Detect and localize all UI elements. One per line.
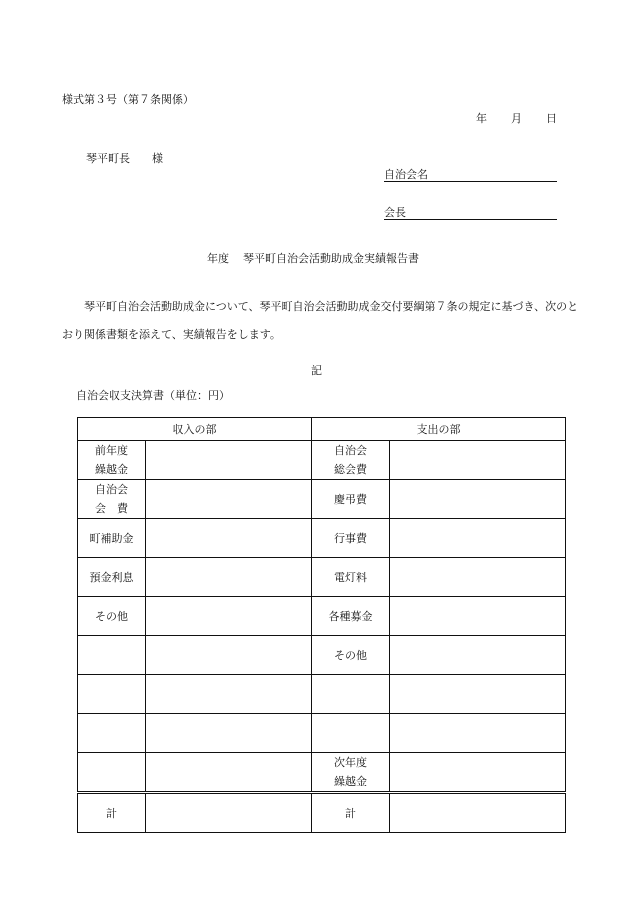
income-amount-cell[interactable] [146,753,312,793]
title-text: 琴平町自治会活動助成金実績報告書 [243,252,419,265]
date-month-label: 月 [511,112,522,125]
document-title [207,250,419,266]
income-header: 収入の部 [78,418,312,441]
expense-item-label [312,480,390,519]
expense-amount-cell[interactable] [390,597,566,636]
income-item-label [78,558,146,597]
settlement-table [77,417,566,833]
addressee-honorific: 様 [152,152,163,165]
expense-item-label [312,558,390,597]
income-item-label-line1: 町補助金 [89,531,134,545]
expense-item-label [312,441,390,480]
expense-item-label-line1: 電灯料 [334,570,367,584]
expense-item-label [312,597,390,636]
date-field [476,110,557,126]
title-year-prefix: 年度 [207,252,229,265]
expense-item-label [312,714,390,753]
table-row [78,519,566,558]
expense-amount-cell[interactable] [390,480,566,519]
expense-amount-cell[interactable] [390,714,566,753]
association-name-label: 自治会名 [384,168,428,181]
expense-amount-cell[interactable] [390,519,566,558]
income-amount-cell[interactable] [146,519,312,558]
income-amount-cell[interactable] [146,480,312,519]
association-name-field[interactable] [384,166,557,182]
expense-amount-cell[interactable] [390,636,566,675]
expense-total-cell[interactable] [390,793,566,833]
table-row [78,636,566,675]
expense-item-label-line1: その他 [334,648,367,662]
income-amount-cell[interactable] [146,597,312,636]
income-item-label-line2: 繰越金 [95,463,128,476]
income-item-label [78,753,146,793]
expense-header: 支出の部 [312,418,566,441]
income-item-label-line1: 預金利息 [89,570,134,584]
income-item-label-line1: その他 [95,609,128,623]
income-total-label: 計 [78,793,146,833]
form-number: 様式第３号（第７条関係） [62,93,194,106]
addressee [86,150,163,166]
expense-item-label [312,753,390,793]
income-amount-cell[interactable] [146,441,312,480]
income-item-label-line1: 自治会 [95,483,128,496]
table-total-row [78,793,566,833]
income-item-label [78,519,146,558]
expense-item-label-line1: 次年度 [334,756,367,769]
table-row [78,441,566,480]
date-year-label: 年 [476,112,487,125]
expense-item-label [312,636,390,675]
expense-item-label-line1: 行事費 [334,531,367,545]
expense-item-label-line1: 自治会 [334,444,367,457]
income-item-label [78,636,146,675]
income-amount-cell[interactable] [146,558,312,597]
expense-item-label-line1: 慶弔費 [334,492,367,506]
table-row [78,597,566,636]
income-item-label [78,597,146,636]
table-row [78,753,566,793]
chair-label: 会長 [384,206,406,219]
table-header-row [78,418,566,441]
date-day-label: 日 [546,112,557,125]
income-item-label [78,714,146,753]
income-amount-cell[interactable] [146,714,312,753]
expense-total-label: 計 [312,793,390,833]
expense-item-label-line2: 繰越金 [334,775,367,788]
body-text: 琴平町自治会活動助成金について、琴平町自治会活動助成金交付要綱第７条の規定に基づき、次のとおり関係書類を添えて、実績報告をします。 [62,300,579,341]
addressee-name: 琴平町長 [86,152,130,165]
table-title: 自治会収支決算書（単位：円） [76,389,230,402]
income-amount-cell[interactable] [146,675,312,714]
income-item-label [78,675,146,714]
table-row [78,480,566,519]
expense-amount-cell[interactable] [390,675,566,714]
income-item-label-line2: 会 費 [95,502,128,515]
table-row [78,558,566,597]
income-item-label [78,480,146,519]
income-item-label-line1: 前年度 [95,444,128,457]
expense-item-label-line2: 総会費 [334,463,367,476]
expense-amount-cell[interactable] [390,753,566,793]
ki-mark: 記 [311,364,322,377]
chair-name-field[interactable] [384,204,557,220]
expense-amount-cell[interactable] [390,558,566,597]
table-row [78,714,566,753]
income-total-cell[interactable] [146,793,312,833]
expense-item-label [312,519,390,558]
table-row [78,675,566,714]
expense-amount-cell[interactable] [390,441,566,480]
income-item-label [78,441,146,480]
expense-item-label-line1: 各種募金 [328,609,373,623]
expense-item-label [312,675,390,714]
income-amount-cell[interactable] [146,636,312,675]
